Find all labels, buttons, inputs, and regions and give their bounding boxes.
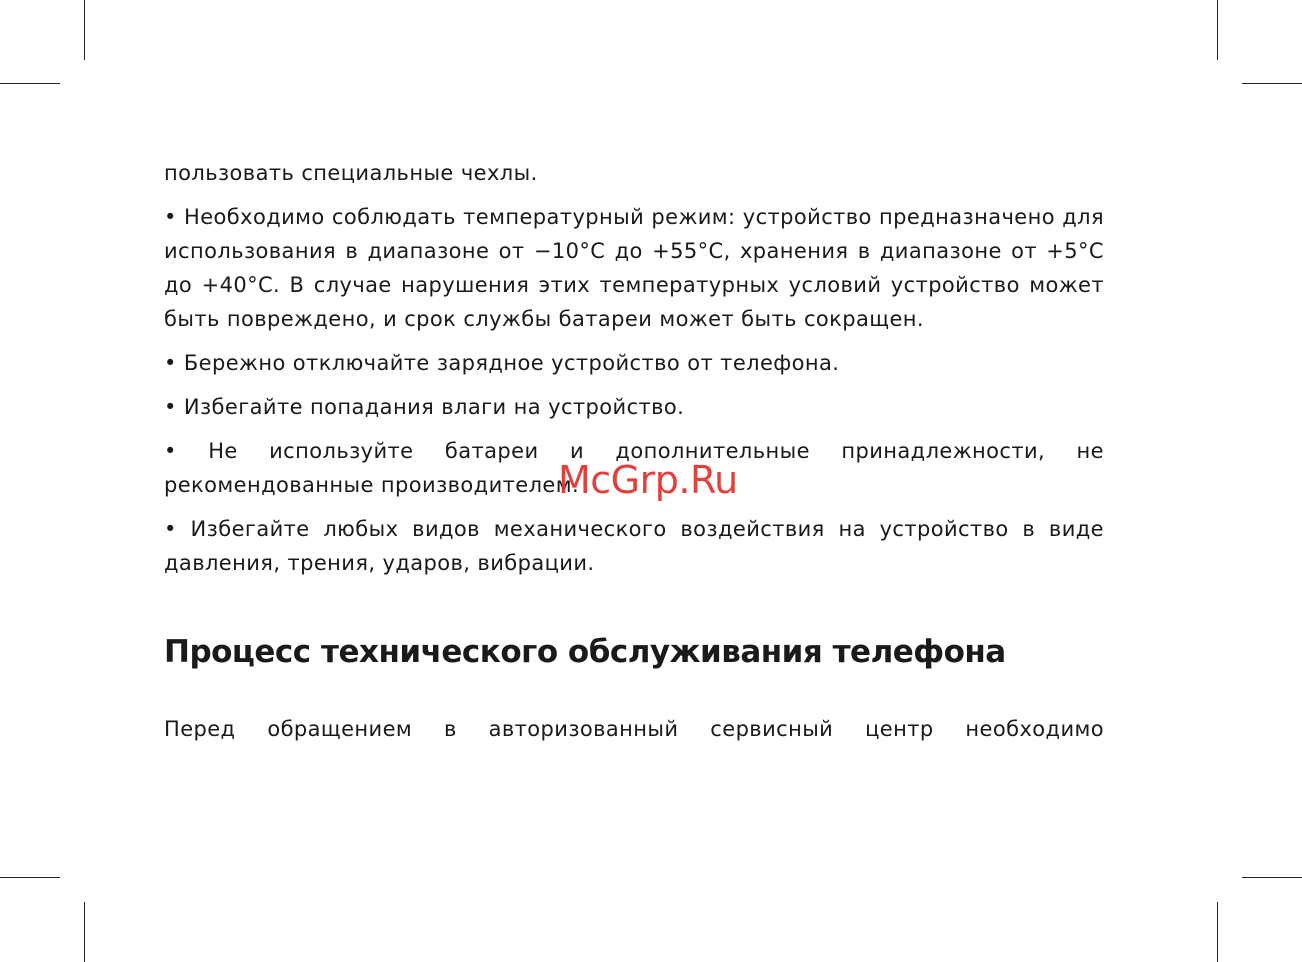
crop-mark-bottom-right-horizontal: [1242, 877, 1302, 878]
watermark-logo: McGrp.Ru: [558, 458, 738, 502]
section-intro: Перед обращением в авторизованный сервисный центр необходимо: [164, 717, 1104, 741]
crop-mark-bottom-right-vertical: [1217, 902, 1218, 962]
crop-mark-top-right-horizontal: [1242, 83, 1302, 84]
crop-mark-top-left-horizontal: [0, 83, 60, 84]
crop-mark-bottom-left-horizontal: [0, 877, 60, 878]
paragraph-accessories: • Не используйте батареи и дополнительные принадлежности, не рекомендованные производителем.: [164, 439, 1104, 497]
section-title: Процесс технического обслуживания телефона: [164, 634, 1006, 670]
paragraph-charger: • Бережно отключайте зарядное устройство от телефона.: [164, 351, 840, 375]
crop-mark-top-left-vertical: [84, 0, 85, 60]
page-content: [164, 156, 1104, 756]
crop-mark-bottom-left-vertical: [84, 902, 85, 962]
paragraph-continuation: пользовать специальные чехлы.: [164, 161, 538, 185]
paragraph-moisture: • Избегайте попадания влаги на устройство.: [164, 395, 685, 419]
paragraph-temperature: • Необходимо соблюдать температурный режим: устройство предназначено для использования в диапазоне от −10°С до +55°С, хранения в диапазоне от +5°С до +40°С. В случае нарушения этих температурных условий устройство может быть повреждено, и срок службы батареи может быть сокращен.: [164, 205, 1104, 331]
paragraph-mechanical: • Избегайте любых видов механического воздействия на устройство в виде давления, трения, ударов, вибрации.: [164, 517, 1104, 575]
crop-mark-top-right-vertical: [1217, 0, 1218, 60]
